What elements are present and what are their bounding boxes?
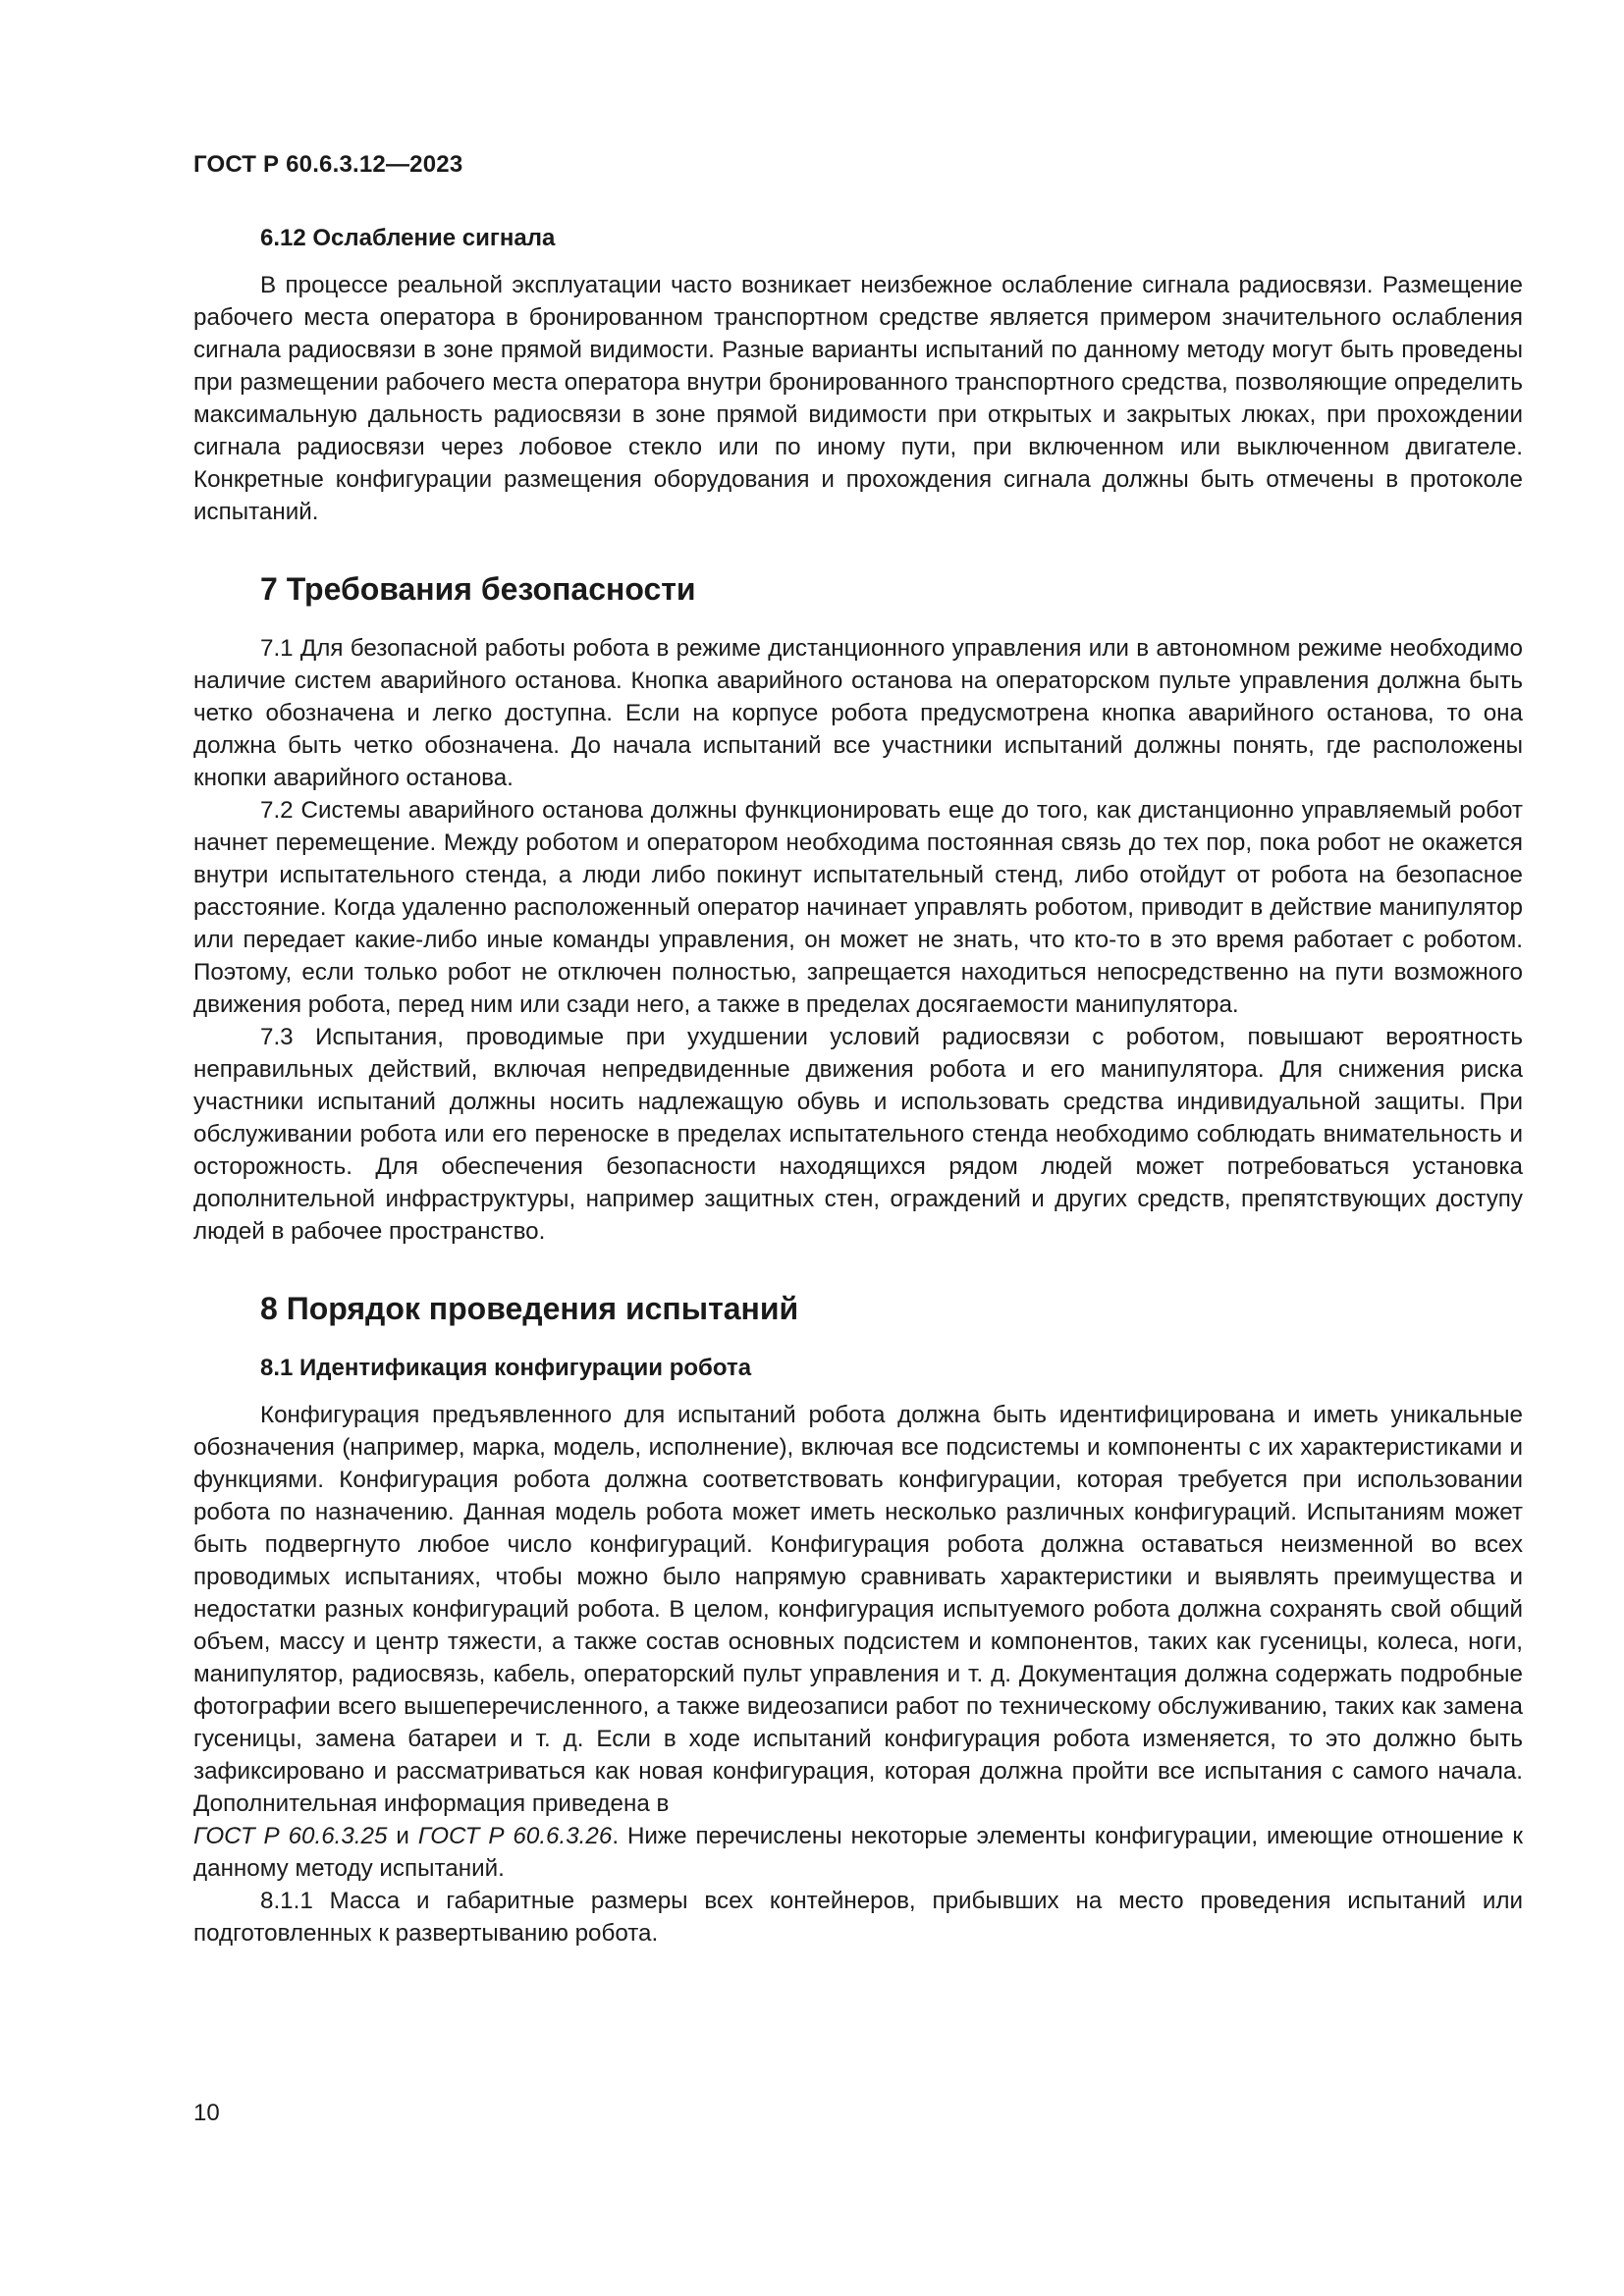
paragraph-8-1-main-text: Конфигурация предъявленного для испытаний робота должна быть идентифицирована и иметь уникальные обозначения (например, марка, модель, исполнение), включая все подсистемы и компоненты с их характеристиками и функциями. Конфигурация робота должна соответствовать конфигурации, которая требуется при использовании робота по назначению. Данная модель робота может иметь несколько различных конфигураций. Испытаниям может быть подвергнуто любое число конфигураций. Конфигурация робота должна оставаться неизменной во всех проводимых испытаниях, чтобы можно было напрямую сравнивать характеристики и выявлять преимущества и недостатки разных конфигураций робота. В целом, конфигурация испытуемого робота должна сохранять свой общий объем, массу и центр тяжести, а также состав основных подсистем и компонентов, таких как гусеницы, колеса, ноги, манипулятор, радиосвязь, кабель, операторский пульт управления и т. д. Документация должна содержать подробные фотографии всего вышеперечисленного, а также видеозаписи работ по техническому обслуживанию, таких как замена гусеницы, замена батареи и т. д. Если в ходе испытаний конфигурация робота изменяется, то это должно быть зафиксировано и рассматриваться как новая конфигурация, которая должна пройти все испытания с самого начала. Дополнительная информация приведена в bbox=[193, 1402, 1523, 1817]
section-8-heading: 8 Порядок проведения испытаний bbox=[260, 1291, 799, 1326]
paragraph-7-2: 7.2 Системы аварийного останова должны функционировать еще до того, как дистанционно управляемый робот начнет перемещение. Между роботом и оператором необходима постоянная связь до тех пор, пока робот не окажется внутри испытательного стенда, а люди либо покинут испытательный стенд, либо отойдут от робота на безопасное расстояние. Когда удаленно расположенный оператор начинает управлять роботом, приводит в действие манипулятор или передает какие-либо иные команды управления, он может не знать, что кто-то в это время работает с роботом. Поэтому, если только робот не отключен полностью, запрещается находиться непосредственно на пути возможного движения робота, перед ним или сзади него, а также в пределах досягаемости манипулятора. bbox=[193, 797, 1523, 1018]
paragraph-8-1 bbox=[193, 1399, 1523, 1885]
section-6-12-paragraph: В процессе реальной эксплуатации часто возникает неизбежное ослабление сигнала радиосвязи. Размещение рабочего места оператора в бронированном транспортном средстве является примером значительного ослабления сигнала радиосвязи в зоне прямой видимости. Разные варианты испытаний по данному методу могут быть проведены при размещении рабочего места оператора внутри бронированного транспортного средства, позволяющие определить максимальную дальность радиосвязи в зоне прямой видимости при открытых и закрытых люках, при прохождении сигнала радиосвязи через лобовое стекло или по иному пути, при включенном или выключенном двигателе. Конкретные конфигурации размещения оборудования и прохождения сигнала должны быть отмечены в протоколе испытаний. bbox=[193, 272, 1523, 525]
reference-gost-60-6-3-25: ГОСТ Р 60.6.3.25 bbox=[193, 1823, 388, 1849]
reference-gost-60-6-3-26: ГОСТ Р 60.6.3.26 bbox=[417, 1823, 613, 1849]
section-7-heading: 7 Требования безопасности bbox=[260, 571, 696, 607]
paragraph-8-1-tail-text: . Ниже перечислены некоторые элементы конфигурации, имеющие отношение к данному методу испытаний. bbox=[193, 1823, 1523, 1882]
paragraph-8-1-1: 8.1.1 Масса и габаритные размеры всех контейнеров, прибывших на место проведения испытаний или подготовленных к развертыванию робота. bbox=[193, 1888, 1523, 1947]
document-body bbox=[193, 222, 1523, 1949]
document-id-header: ГОСТ Р 60.6.3.12—2023 bbox=[193, 151, 463, 178]
reference-conjunction: и bbox=[387, 1823, 418, 1849]
subsection-8-1-heading: 8.1 Идентификация конфигурации робота bbox=[260, 1355, 752, 1381]
paragraph-7-3: 7.3 Испытания, проводимые при ухудшении условий радиосвязи с роботом, повышают вероятность неправильных действий, включая непредвиденные движения робота и его манипулятора. Для снижения риска участники испытаний должны носить надлежащую обувь и использовать средства индивидуальной защиты. При обслуживании робота или его переноске в пределах испытательного стенда необходимо соблюдать внимательность и осторожность. Для обеспечения безопасности находящихся рядом людей может потребоваться установка дополнительной инфраструктуры, например защитных стен, ограждений и других средств, препятствующих доступу людей в рабочее пространство. bbox=[193, 1024, 1523, 1245]
page-number: 10 bbox=[193, 2100, 220, 2126]
section-6-12-heading: 6.12 Ослабление сигнала bbox=[260, 225, 556, 251]
paragraph-7-1: 7.1 Для безопасной работы робота в режиме дистанционного управления или в автономном режиме необходимо наличие систем аварийного останова. Кнопка аварийного останова на операторском пульте управления должна быть четко обозначена и легко доступна. Если на корпусе робота предусмотрена кнопка аварийного останова, то она должна быть четко обозначена. До начала испытаний все участники испытаний должны понять, где расположены кнопки аварийного останова. bbox=[193, 635, 1523, 791]
